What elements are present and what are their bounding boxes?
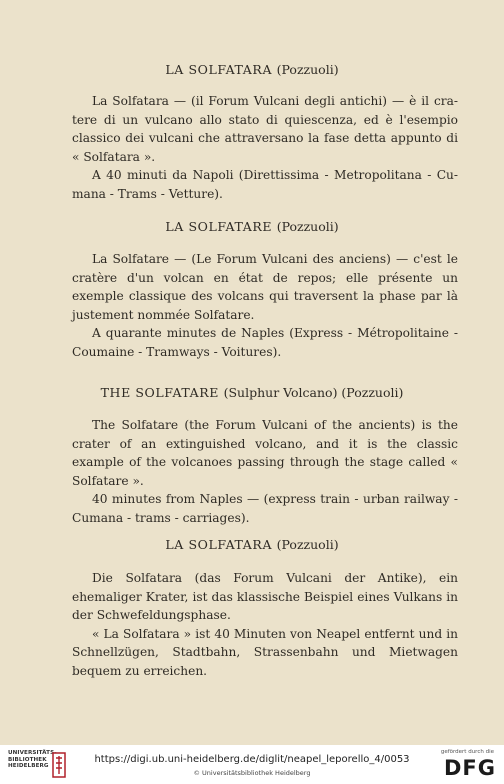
paragraph: La Solfatara — (il Forum Vulcani degli antichi) — è il cratere di un vulcano allo stato di quiescenza, ed è l'esempio classico dei vulcani che attraversano la fase detta appunto di « Solfatara ».	[72, 94, 458, 164]
heading-title: LA SOLFATARE	[165, 219, 273, 234]
paragraph: The Solfatare (the Forum Vulcani of the ancients) is the crater of an extinguished volcano, and it is the classic example of the volcanoes passing through the stage called « Solfatare ».	[72, 418, 458, 488]
footer-bar	[0, 745, 504, 784]
dfg-logo[interactable]: DFG	[443, 756, 496, 780]
section-text-english	[72, 416, 458, 528]
paragraph: « La Solfatara » ist 40 Minuten von Neapel entfernt und in Schnellzügen, Stadtbahn, Strassenbahn und Mietwagen bequem zu erreichen.	[72, 626, 458, 678]
heading-title: LA SOLFATARA	[165, 537, 273, 552]
heading-subtitle: (Pozzuoli)	[276, 62, 339, 77]
section-heading-italian	[0, 62, 504, 77]
paragraph: Die Solfatara (das Forum Vulcani der Antike), ein ehemaliger Krater, ist das klassische Beispiel eines Vulkans in der Schwefeldungsphase.	[72, 571, 458, 623]
section-heading-french	[0, 219, 504, 234]
permalink-url[interactable]: https://digi.ub.uni-heidelberg.de/diglit/neapel_leporello_4/0053	[94, 754, 410, 765]
paragraph: A quarante minutes de Naples (Express - Métropolitaine - Coumaine - Tramways - Voitures).	[72, 326, 458, 359]
heading-title: THE SOLFATARE	[100, 385, 220, 400]
paragraph: A 40 minuti da Napoli (Direttissima - Metropolitana - Cumana - Trams - Vetture).	[72, 168, 458, 201]
paragraph: La Solfatare — (Le Forum Vulcani des anciens) — c'est le cratère d'un volcan en état de repos; elle présente un exemple classique des volcans qui traversent la phase par là justement nommée Solfatare.	[72, 252, 458, 322]
library-name-line: BIBLIOTHEK	[8, 756, 47, 763]
heading-title: LA SOLFATARA	[165, 62, 273, 77]
section-heading-english	[0, 385, 504, 400]
heading-subtitle: (Sulphur Volcano) (Pozzuoli)	[223, 385, 404, 400]
paragraph: 40 minutes from Naples — (express train - urban railway - Cumana - trams - carriages).	[72, 492, 458, 525]
library-name-line: HEIDELBERG	[8, 763, 49, 770]
section-heading-german	[0, 537, 504, 552]
copyright-notice: © Universitätsbibliothek Heidelberg	[193, 769, 311, 777]
heading-subtitle: (Pozzuoli)	[276, 537, 339, 552]
library-name-line: UNIVERSITÄTS-	[8, 750, 57, 756]
funding-caption: gefördert durch die	[440, 749, 494, 755]
section-text-french	[72, 250, 458, 362]
section-text-german	[72, 569, 458, 681]
section-text-italian	[72, 92, 458, 204]
heading-subtitle: (Pozzuoli)	[276, 219, 339, 234]
